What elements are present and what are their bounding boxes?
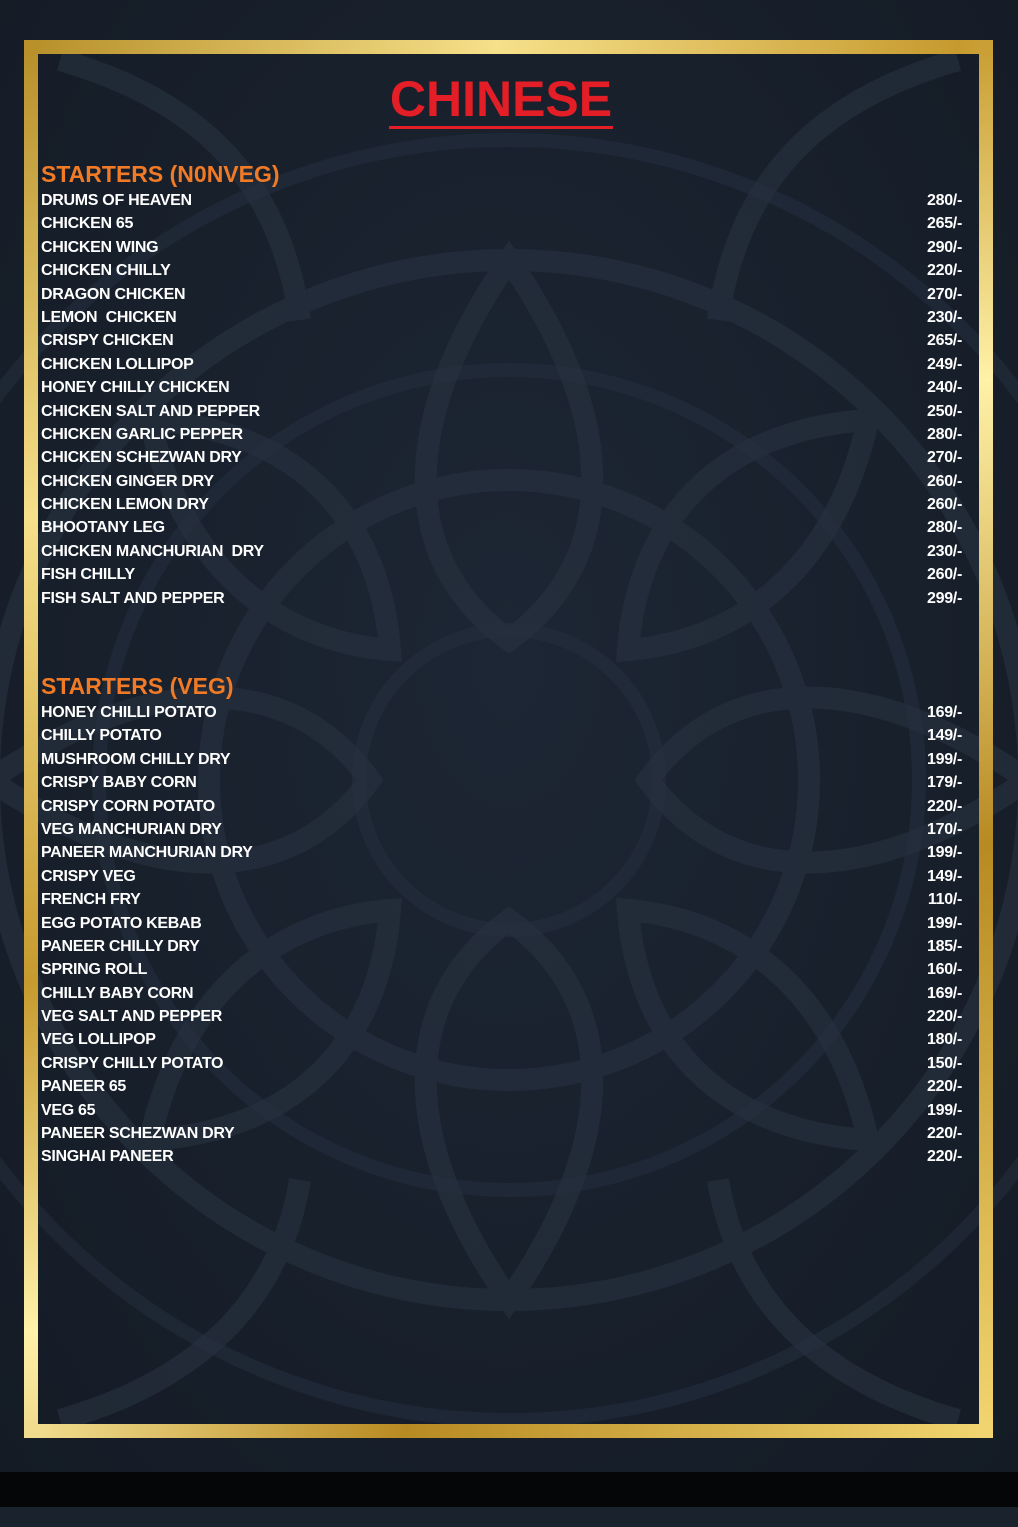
menu-item-price: 199/- <box>927 750 962 768</box>
menu-item <box>41 329 962 352</box>
menu-item <box>41 771 962 794</box>
menu-item <box>41 376 962 399</box>
menu-item <box>41 1028 962 1051</box>
menu-item-price: 179/- <box>927 774 962 792</box>
menu-item <box>41 724 962 747</box>
menu-item-name: DRAGON CHICKEN <box>41 285 186 303</box>
menu-item-name: FRENCH FRY <box>41 891 141 909</box>
menu-item <box>41 841 962 864</box>
menu-item-price: 260/- <box>927 472 962 490</box>
menu-item-name: VEG LOLLIPOP <box>41 1031 156 1049</box>
menu-item-name: PANEER SCHEZWAN DRY <box>41 1125 235 1143</box>
menu-item-price: 265/- <box>927 332 962 350</box>
menu-item-price: 260/- <box>927 496 962 514</box>
menu-item <box>41 982 962 1005</box>
menu-item-name: PANEER CHILLY DRY <box>41 937 200 955</box>
menu-item-price: 199/- <box>927 844 962 862</box>
menu-item-price: 265/- <box>927 215 962 233</box>
menu-item-name: LEMON CHICKEN <box>41 308 177 326</box>
menu-item <box>41 1145 962 1168</box>
menu-item-price: 185/- <box>927 937 962 955</box>
menu-item <box>41 353 962 376</box>
menu-item-price: 199/- <box>927 1101 962 1119</box>
item-list <box>41 189 962 610</box>
menu-item <box>41 748 962 771</box>
menu-item-name: FISH CHILLY <box>41 566 135 584</box>
menu-item <box>41 189 962 212</box>
menu-item-name: PANEER MANCHURIAN DRY <box>41 844 253 862</box>
menu-item-name: CHILLY POTATO <box>41 727 162 745</box>
menu-item-name: VEG 65 <box>41 1101 96 1119</box>
menu-item-name: HONEY CHILLI POTATO <box>41 704 217 721</box>
menu-item <box>41 888 962 911</box>
menu-item <box>41 516 962 539</box>
menu-item-name: CHICKEN SALT AND PEPPER <box>41 402 260 420</box>
menu-item-name: BHOOTANY LEG <box>41 519 165 537</box>
menu-item-name: SINGHAI PANEER <box>41 1148 174 1166</box>
item-list <box>41 701 962 1169</box>
menu-item-price: 280/- <box>927 425 962 443</box>
menu-item <box>41 1099 962 1122</box>
menu-item-price: 250/- <box>927 402 962 420</box>
menu-item <box>41 701 962 724</box>
menu-item-price: 230/- <box>927 308 962 326</box>
menu-item-name: CHICKEN SCHEZWAN DRY <box>41 449 242 467</box>
menu-item <box>41 1075 962 1098</box>
menu-item <box>41 283 962 306</box>
section-starters-veg <box>41 672 962 1169</box>
menu-item-name: EGG POTATO KEBAB <box>41 914 202 932</box>
section-heading: STARTERS (VEG) <box>41 673 234 699</box>
menu-item-price: 110/- <box>927 891 962 909</box>
menu-item <box>41 236 962 259</box>
menu-item-name: SPRING ROLL <box>41 961 148 979</box>
menu-item-name: CHICKEN 65 <box>41 215 134 233</box>
menu-item <box>41 400 962 423</box>
menu-item-name: HONEY CHILLY CHICKEN <box>41 379 230 397</box>
menu-item <box>41 306 962 329</box>
menu-item-name: FISH SALT AND PEPPER <box>41 589 225 607</box>
menu-item-name: CHICKEN GINGER DRY <box>41 472 214 490</box>
menu-item-name: CRISPY CHILLY POTATO <box>41 1054 224 1072</box>
menu-item <box>41 865 962 888</box>
menu-item-price: 220/- <box>927 1008 962 1026</box>
menu-item <box>41 795 962 818</box>
menu-item-price: 290/- <box>927 238 962 256</box>
menu-item-name: VEG SALT AND PEPPER <box>41 1008 222 1026</box>
menu-item-price: 249/- <box>927 355 962 373</box>
menu-item-price: 220/- <box>927 797 962 815</box>
menu-item <box>41 563 962 586</box>
menu-item <box>41 1005 962 1028</box>
menu-item-price: 240/- <box>927 379 962 397</box>
menu-item-price: 280/- <box>927 192 962 209</box>
menu-item-price: 149/- <box>927 727 962 745</box>
menu-item-name: PANEER 65 <box>41 1078 127 1096</box>
menu-item <box>41 1122 962 1145</box>
menu-item-name: CHICKEN LOLLIPOP <box>41 355 194 373</box>
menu-item <box>41 423 962 446</box>
menu-item-price: 220/- <box>927 1078 962 1096</box>
menu-item <box>41 1052 962 1075</box>
menu-item <box>41 470 962 493</box>
menu-item <box>41 818 962 841</box>
menu-item <box>41 935 962 958</box>
menu-item-name: CRISPY BABY CORN <box>41 774 197 792</box>
menu-item <box>41 540 962 563</box>
menu-item-price: 169/- <box>927 704 962 721</box>
menu-item-name: CRISPY VEG <box>41 867 136 885</box>
menu-item-price: 149/- <box>927 867 962 885</box>
menu-item-price: 220/- <box>927 1125 962 1143</box>
menu-item <box>41 259 962 282</box>
menu-item-price: 180/- <box>927 1031 962 1049</box>
menu-item-name: VEG MANCHURIAN DRY <box>41 820 222 838</box>
menu-item-price: 170/- <box>927 820 962 838</box>
menu-item <box>41 446 962 469</box>
menu-item-price: 260/- <box>927 566 962 584</box>
menu-item <box>41 493 962 516</box>
menu-item-name: CHILLY BABY CORN <box>41 984 194 1002</box>
menu-item <box>41 912 962 935</box>
menu-item-price: 150/- <box>927 1054 962 1072</box>
menu-item <box>41 958 962 981</box>
menu-item-name: CHICKEN CHILLY <box>41 262 171 280</box>
section-starters-nonveg <box>41 160 962 610</box>
menu-item-price: 280/- <box>927 519 962 537</box>
menu-item-name: MUSHROOM CHILLY DRY <box>41 750 231 768</box>
menu-item-price: 299/- <box>927 589 962 607</box>
menu-item-name: CHICKEN LEMON DRY <box>41 496 209 514</box>
menu-item-price: 160/- <box>927 961 962 979</box>
menu-item-price: 270/- <box>927 449 962 467</box>
menu-item-price: 220/- <box>927 1148 962 1166</box>
menu-item-price: 169/- <box>927 984 962 1002</box>
menu-item-price: 199/- <box>927 914 962 932</box>
section-heading: STARTERS (N0NVEG) <box>41 161 280 187</box>
menu-title: CHINESE <box>389 71 613 127</box>
menu-item-price: 220/- <box>927 262 962 280</box>
menu-item-name: CRISPY CORN POTATO <box>41 797 215 815</box>
menu-item-name: CHICKEN MANCHURIAN DRY <box>41 542 264 560</box>
menu-item-price: 270/- <box>927 285 962 303</box>
menu-item-price: 230/- <box>927 542 962 560</box>
menu-item <box>41 587 962 610</box>
menu-item-name: CRISPY CHICKEN <box>41 332 174 350</box>
menu-item <box>41 212 962 235</box>
menu-item-name: CHICKEN GARLIC PEPPER <box>41 425 243 443</box>
menu-item-name: DRUMS OF HEAVEN <box>41 192 192 209</box>
menu-item-name: CHICKEN WING <box>41 238 159 256</box>
bottom-strip <box>0 1472 1018 1527</box>
